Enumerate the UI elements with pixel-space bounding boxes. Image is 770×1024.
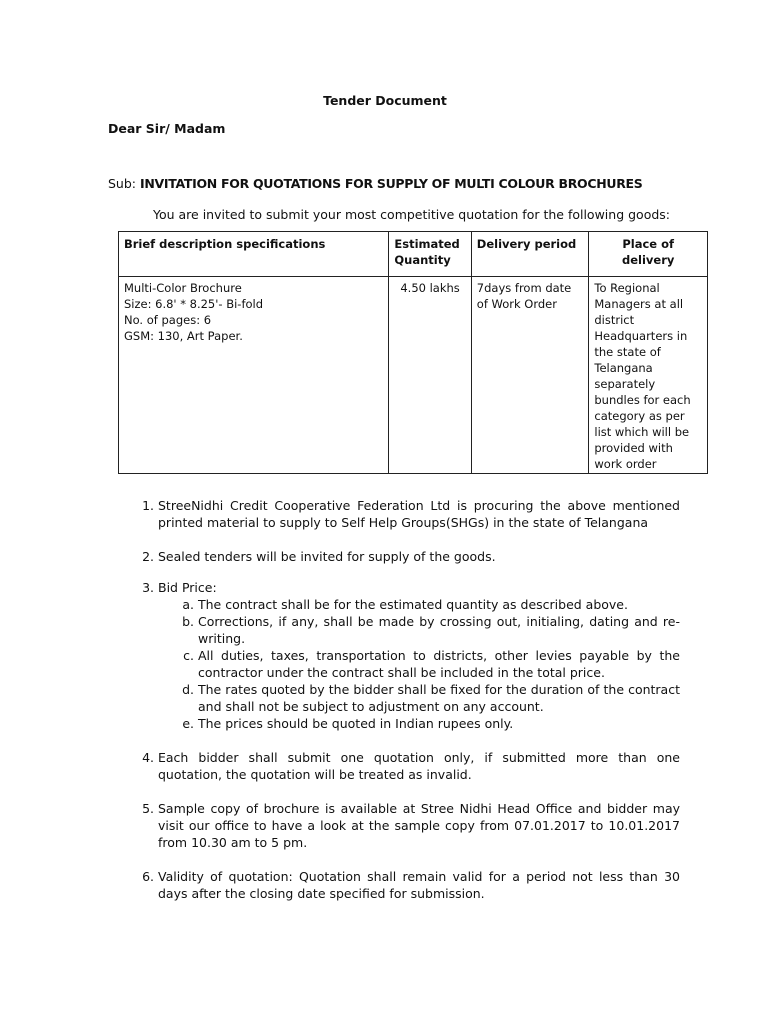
intro-text: You are invited to submit your most competitive quotation for the following goods: [153,207,670,222]
clause-3 [158,579,680,732]
salutation: Dear Sir/ Madam [108,121,226,136]
list-item: a. The contract shall be for the estimated quantity as described above. [198,596,680,613]
header-place-of-delivery: Place of delivery [589,232,708,277]
header-quantity: Estimated Quantity [389,232,471,277]
spec-line: Multi-Color Brochure [124,281,242,295]
cell-place-of-delivery: To Regional Managers at all district Headquarters in the state of Telangana separately bundles for each category as per list which will be provided with work order [589,277,708,474]
clause-4: 4. Each bidder shall submit one quotation only, if submitted more than one quotation, the quotation will be treated as invalid. [158,749,680,783]
cell-delivery-period: 7days from date of Work Order [471,277,589,474]
subject-prefix: Sub: [108,176,140,191]
terms-list [108,497,680,919]
list-item: d. The rates quoted by the bidder shall be fixed for the duration of the contract and shall not be subject to adjustment on any account. [198,681,680,715]
subject-text: INVITATION FOR QUOTATIONS FOR SUPPLY OF MULTI COLOUR BROCHURES [139,176,643,191]
clause-3-title: Bid Price: [158,580,217,595]
spec-line: No. of pages: 6 [124,313,212,327]
goods-table [118,231,708,474]
spec-line: GSM: 130, Art Paper. [124,329,243,343]
list-item: c. All duties, taxes, transportation to districts, other levies payable by the contractor under the contract shall be included in the total price. [198,647,680,681]
clause-2: 2. Sealed tenders will be invited for supply of the goods. [158,548,680,565]
table-header-row [119,232,708,277]
clause-5: 5. Sample copy of brochure is available at Stree Nidhi Head Office and bidder may visit our office to have a look at the sample copy from 07.01.2017 to 10.01.2017 from 10.30 am to 5 pm. [158,800,680,851]
spec-line: Size: 6.8' * 8.25'- Bi-fold [124,297,264,311]
header-delivery-period: Delivery period [471,232,589,277]
list-item: b. Corrections, if any, shall be made by crossing out, initialing, dating and re-writing. [198,613,680,647]
subject-line [108,176,643,191]
cell-description [119,277,389,474]
document-title: Tender Document [323,93,447,108]
clause-1: 1. StreeNidhi Credit Cooperative Federation Ltd is procuring the above mentioned printed material to supply to Self Help Groups(SHGs) in the state of Telangana [158,497,680,531]
header-description: Brief description specifications [119,232,389,277]
cell-quantity: 4.50 lakhs [389,277,471,474]
bid-price-sublist [158,596,680,732]
table-row [119,277,708,474]
clause-6: 6. Validity of quotation: Quotation shall remain valid for a period not less than 30 days after the closing date specified for submission. [158,868,680,902]
list-item: e. The prices should be quoted in Indian rupees only. [198,715,680,732]
